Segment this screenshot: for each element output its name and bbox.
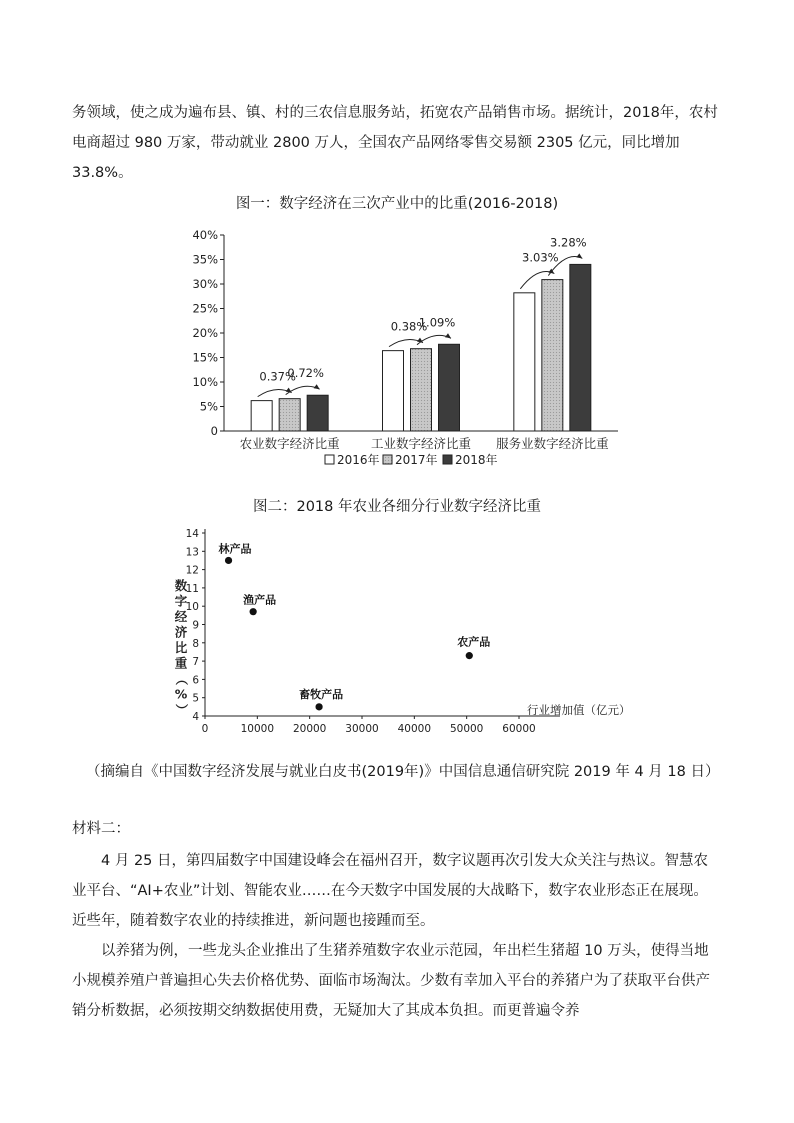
- y-axis-title-char: ）: [174, 703, 189, 717]
- material-2-heading: 材料二：: [72, 821, 130, 837]
- y-axis-title-char: 重: [174, 655, 188, 671]
- x-tick-label: 10000: [240, 723, 275, 735]
- paragraph-material-2: 4 月 25 日，第四届数字中国建设峰会在福州召开，数字议题再次引发大众关注与热议。智慧农业平台、“AI+农业”计划、智能农业……在今天数字中国发展的大战略下，数字农业形态正在展现。近些年，随着数字农业的持续推进，新问题也接踵而至。: [72, 853, 708, 929]
- y-tick-label: 35%: [192, 252, 218, 267]
- y-tick-label: 11: [185, 582, 199, 595]
- growth-label: 3.03%: [522, 250, 559, 265]
- point-label: 林产品: [218, 542, 252, 556]
- x-tick-label: 0: [201, 723, 209, 735]
- y-axis-title-char: %: [174, 686, 188, 702]
- x-tick-label: 40000: [397, 723, 432, 735]
- y-tick-label: 20%: [192, 326, 218, 340]
- point-label: 农产品: [457, 635, 491, 649]
- y-axis-title-char: （: [174, 672, 189, 686]
- legend-label: 2018年: [455, 453, 498, 467]
- y-axis-title-char: 数: [174, 578, 188, 593]
- x-tick-label: 30000: [345, 723, 379, 735]
- y-tick-label: 6: [192, 674, 199, 687]
- y-tick-label: 13: [185, 546, 199, 559]
- growth-label: 0.38%: [390, 319, 428, 334]
- y-tick-label: 9: [192, 619, 199, 632]
- paragraph-intro: 务领域，使之成为遍布县、镇、村的三农信息服务站，拓宽农产品销售市场。据统计，2018年，农村电商超过 980 万家，带动就业 2800 万人，全国农产品网络零售交易额 2305 亿元，同比增加 33.8%。: [72, 105, 718, 181]
- y-tick-label: 40%: [192, 228, 218, 242]
- x-axis-title: 行业增加值（亿元）: [527, 703, 631, 717]
- point-label: 渔产品: [243, 593, 277, 607]
- source-citation: （摘编自《中国数字经济发展与就业白皮书(2019年)》中国信息通信研究院 2019 年 4 月 18 日）: [86, 764, 720, 780]
- legend-label: 2016年: [337, 453, 380, 467]
- x-tick-label: 50000: [449, 723, 484, 735]
- growth-label: 3.28%: [550, 235, 587, 250]
- y-tick-label: 10: [185, 601, 199, 614]
- y-tick-label: 5%: [199, 399, 218, 414]
- figure-1-caption: 图一：数字经济在三次产业中的比重(2016-2018): [235, 196, 559, 212]
- y-axis-title-char: 济: [174, 624, 188, 640]
- growth-label: 0.37%: [259, 369, 296, 384]
- y-tick-label: 0: [210, 424, 218, 438]
- figure-2-caption: 图二：2018 年农业各细分行业数字经济比重: [252, 499, 541, 515]
- x-category-label: 工业数字经济比重: [370, 436, 472, 451]
- y-tick-label: 15%: [192, 350, 218, 365]
- y-axis-title-char: 比: [174, 640, 188, 655]
- growth-label: 1.09%: [418, 315, 456, 330]
- y-axis-title-char: 经: [174, 609, 188, 624]
- y-tick-label: 25%: [192, 301, 218, 316]
- data-point: [250, 608, 257, 615]
- y-tick-label: 8: [192, 637, 199, 650]
- point-label: 畜牧产品: [299, 687, 344, 701]
- y-tick-label: 12: [185, 564, 199, 577]
- growth-label: 0.72%: [287, 366, 324, 381]
- y-tick-label: 7: [192, 656, 199, 669]
- x-tick-label: 60000: [502, 723, 536, 735]
- paragraph-pig-farming: 以养猪为例，一些龙头企业推出了生猪养殖数字农业示范园，年出栏生猪超 10 万头，使得当地小规模养殖户普遍担心失去价格优势、面临市场淘汰。少数有幸加入平台的养猪户为了获取平台供产销分析数据，必须按期交纳数据使用费，无疑加大了其成本负担。而更普遍令养: [72, 943, 710, 1019]
- y-tick-label: 10%: [192, 375, 218, 389]
- data-point: [466, 652, 473, 659]
- y-tick-label: 5: [192, 692, 199, 705]
- y-axis-title-char: 字: [174, 593, 188, 609]
- x-tick-label: 20000: [292, 723, 327, 735]
- x-category-label: 农业数字经济比重: [239, 436, 340, 451]
- legend-label: 2017年: [395, 453, 438, 467]
- x-category-label: 服务业数字经济比重: [496, 436, 609, 451]
- data-point: [225, 557, 232, 564]
- data-point: [315, 703, 322, 710]
- y-tick-label: 4: [192, 711, 199, 723]
- y-tick-label: 30%: [192, 277, 218, 291]
- y-tick-label: 14: [185, 528, 199, 540]
